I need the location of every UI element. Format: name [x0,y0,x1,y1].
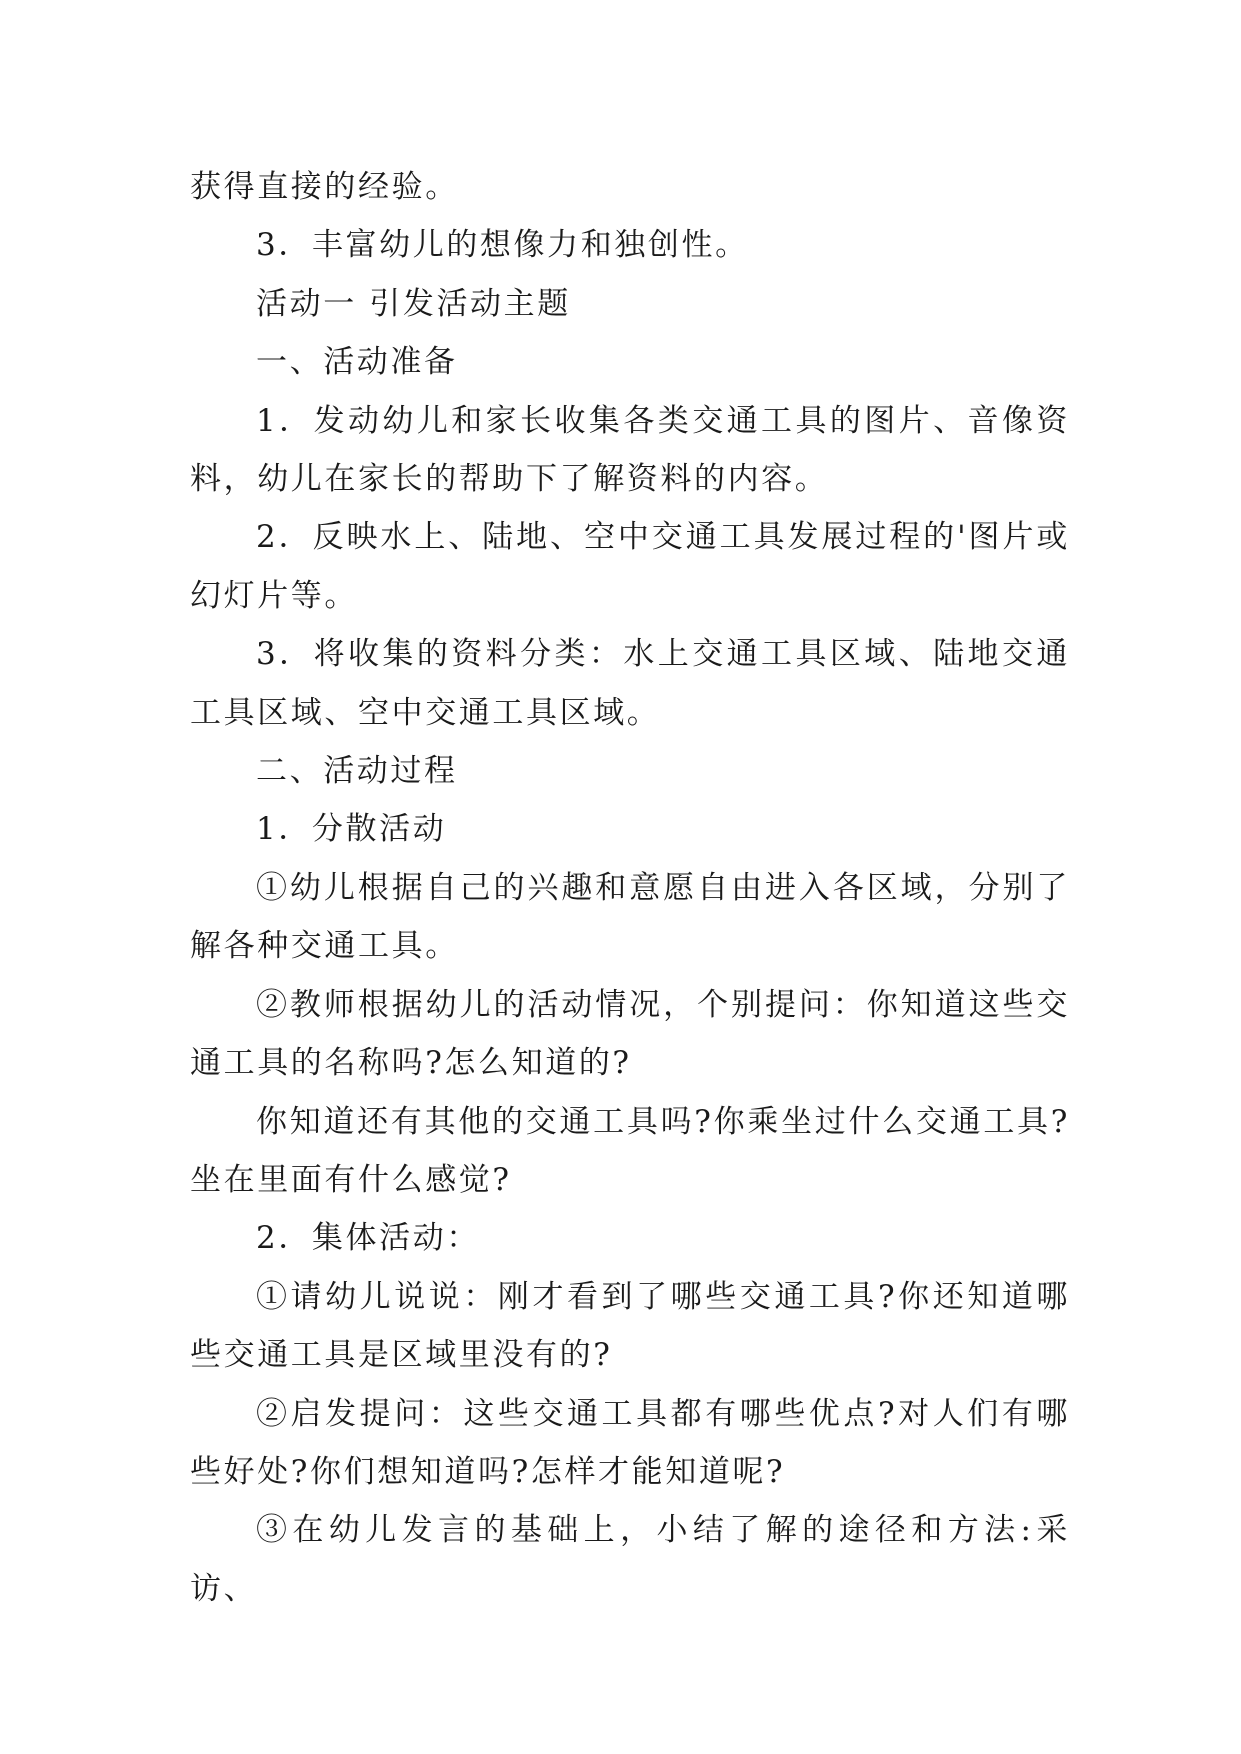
paragraph: ①幼儿根据自己的兴趣和意愿自由进入各区域，分别了解各种交通工具。 [190,869,1070,965]
section-heading: 活动一 引发活动主题 [256,285,571,322]
subsection-heading: 1．分散活动 [256,811,447,848]
section-heading: 一、活动准备 [256,344,458,381]
paragraph: ③在幼儿发言的基础上，小结了解的途径和方法:采访、 [190,1512,1070,1607]
paragraph: 2．反映水上、陆地、空中交通工具发展过程的'图片或幻灯片等。 [190,519,1070,614]
paragraph: ②启发提问：这些交通工具都有哪些优点?对人们有哪些好处?你们想知道吗?怎样才能知道呢? [190,1395,1070,1490]
paragraph: 你知道还有其他的交通工具吗?你乘坐过什么交通工具?坐在里面有什么感觉? [190,1103,1070,1198]
document-body [190,158,1070,1618]
paragraph: 获得直接的经验。 [190,169,459,205]
paragraph: ①请幼儿说说：刚才看到了哪些交通工具?你还知道哪些交通工具是区域里没有的? [190,1278,1070,1374]
paragraph: ②教师根据幼儿的活动情况，个别提问：你知道这些交通工具的名称吗?怎么知道的? [190,986,1070,1082]
paragraph: 1．发动幼儿和家长收集各类交通工具的图片、音像资料，幼儿在家长的帮助下了解资料的内容。 [190,402,1070,498]
paragraph: 3．将收集的资料分类：水上交通工具区域、陆地交通工具区域、空中交通工具区域。 [190,636,1070,731]
section-heading: 二、活动过程 [256,753,458,790]
subsection-heading: 2．集体活动： [256,1220,480,1257]
paragraph: 3．丰富幼儿的想像力和独创性。 [256,227,749,264]
